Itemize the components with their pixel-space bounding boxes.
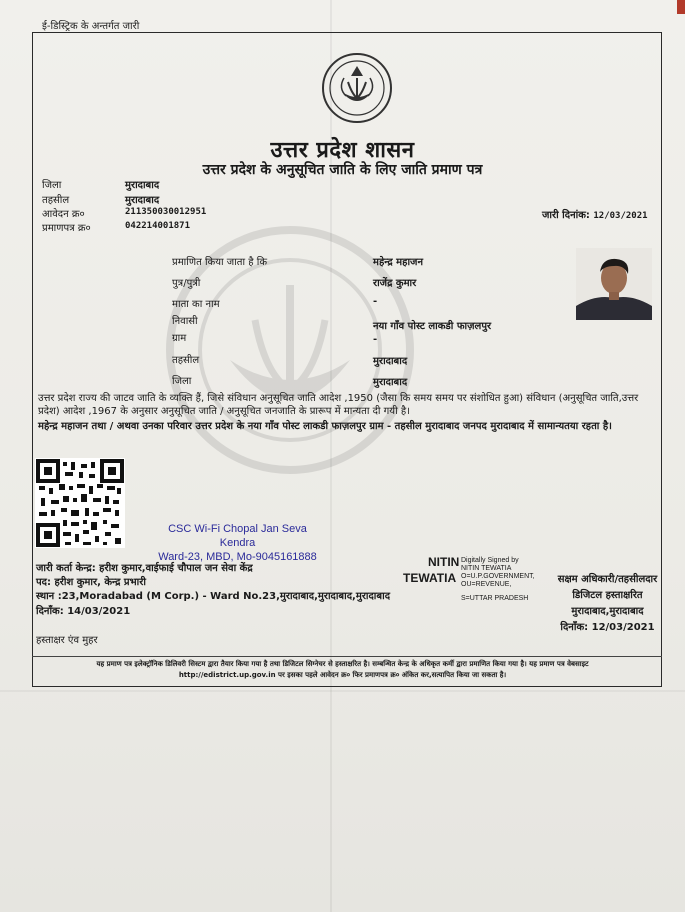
issuer-date: दिनाँक: 14/03/2021 xyxy=(36,606,131,617)
issuer-place: स्थान :23,Moradabad (M Corp.) - Ward No.23,मुरादाबाद,मुरादाबाद,मुरादाबाद xyxy=(36,591,391,602)
resident-label: निवासी xyxy=(172,316,198,327)
csc-stamp xyxy=(150,522,325,564)
application-number: 211350030012951 xyxy=(125,207,207,217)
tehsil-value: मुरादाबाद xyxy=(125,195,160,206)
applicant-name: महेन्द्र महाजन xyxy=(373,257,424,268)
signer-name-line2: TEWATIA xyxy=(403,571,457,585)
authority-digital: डिजिटल हस्ताक्षरित xyxy=(572,590,643,601)
signature-detail: S=UTTAR PRADESH xyxy=(461,595,529,602)
footer-note: यह प्रमाण पत्र इलेक्ट्रॉनिक डिलिवरी सिस्टम द्वारा तैयार किया गया है तथा डिजिटल सिग्नेचर से हस्ताक्षरित है। सम्बन्धित केन्द्र के अधिकृत कर्मी द्वारा प्रमाणित किया गया है। यह प्रमाण पत्र वेबसाइट xyxy=(96,660,589,668)
district-label: जिला xyxy=(42,180,62,191)
parent-name: राजेंद्र कुमार xyxy=(373,278,417,289)
tehsil-label: तहसील xyxy=(42,195,70,206)
certified-label: प्रमाणित किया जाता है कि xyxy=(172,257,268,268)
issuer-center: जारी कर्ता केन्द्र: हरीश कुमार,वाईफाई चौपाल जन सेवा केंद्र xyxy=(36,563,253,574)
residence-statement: महेन्द्र महाजन तथा / अथवा उनका परिवार उत्तर प्रदेश के नया गाँव पोस्ट लाकडी फाज़लपुर ग्राम - तहसील मुरादाबाद जनपद मुरादाबाद में सामान्यतया रहता है। xyxy=(38,421,612,432)
digital-signature-details xyxy=(461,557,535,603)
details-district-label: जिला xyxy=(172,376,192,387)
issue-date xyxy=(542,207,648,221)
authority-block xyxy=(545,571,670,633)
certificate-label: प्रमाणपत्र क्र० xyxy=(42,223,91,234)
page-subtitle: उत्तर प्रदेश के अनुसूचित जाति के लिए जाति प्रमाण पत्र xyxy=(202,162,483,178)
issuer-post: पद: हरीश कुमार, केन्द्र प्रभारी xyxy=(36,577,146,588)
signature-detail: OU=REVENUE, xyxy=(461,581,512,588)
qr-code-icon xyxy=(35,458,125,548)
village-label: ग्राम xyxy=(172,333,187,344)
mother-label: माता का नाम xyxy=(172,299,220,310)
details-district-value: मुरादाबाद xyxy=(373,377,408,388)
sign-seal-label: हस्ताक्षर एंव मुहर xyxy=(36,635,98,646)
application-label: आवेदन क्र० xyxy=(42,209,85,220)
applicant-photo xyxy=(576,248,652,320)
footer-divider xyxy=(32,656,662,657)
authority-place: मुरादाबाद,मुरादाबाद xyxy=(571,606,644,617)
issue-date-value: 12/03/2021 xyxy=(593,211,648,221)
district-value: मुरादाबाद xyxy=(125,180,160,191)
mother-name: - xyxy=(373,296,378,307)
issue-date-label: जारी दिनांक: xyxy=(542,210,590,221)
footer-verification: http://edistrict.up.gov.in पर इसका पहले आवेदन क्र० फिर प्रमाणपत्र क्र० अंकित कर,सत्यापित किया जा सकता है। xyxy=(178,671,507,679)
details-tehsil-label: तहसील xyxy=(172,355,200,366)
details-tehsil-value: मुरादाबाद xyxy=(373,356,408,367)
authority-date: दिनाँक: 12/03/2021 xyxy=(560,622,655,633)
resident-address: नया गाँव पोस्ट लाकडी फाज़लपुर xyxy=(373,321,492,332)
csc-stamp-line1: CSC Wi-Fi Chopal Jan Seva Kendra xyxy=(168,523,307,549)
signer-name-line1: NITIN xyxy=(428,555,460,569)
parent-label: पुत्र/पुत्री xyxy=(172,278,201,289)
csc-stamp-line2: Ward-23, MBD, Mo-9045161888 xyxy=(158,551,317,563)
background-edge xyxy=(677,0,685,14)
header-note: ई-डिस्ट्रिक के अन्तर्गत जारी xyxy=(42,21,140,32)
up-govt-emblem-icon xyxy=(318,52,396,124)
signature-detail: NITIN TEWATIA xyxy=(461,565,512,572)
paper-fold xyxy=(0,690,685,692)
certificate-number: 042214001871 xyxy=(125,221,191,231)
authority-title: सक्षम अधिकारी/तहसीलदार xyxy=(557,574,658,585)
village-value: - xyxy=(373,334,378,345)
signature-detail: O=U.P.GOVERNMENT, xyxy=(461,573,535,580)
signature-detail: Digitally Signed by xyxy=(461,557,519,564)
page-title: उत्तर प्रदेश शासन xyxy=(270,138,415,163)
caste-statement: उत्तर प्रदेश राज्य की जाटव जाति के व्यक्ति हैं, जिसे संविधान अनुसूचित जाति आदेश ,1950 (जैसा कि समय समय पर संशोधित हुआ) संविधान (अनुसूचित जाति,उत्तर प्रदेश) आदेश ,1967 के अनुसार अनुसूचित जाति / अनुसूचित जनजाति के प्रारूप में मान्यता दी गयी है। xyxy=(38,393,639,417)
